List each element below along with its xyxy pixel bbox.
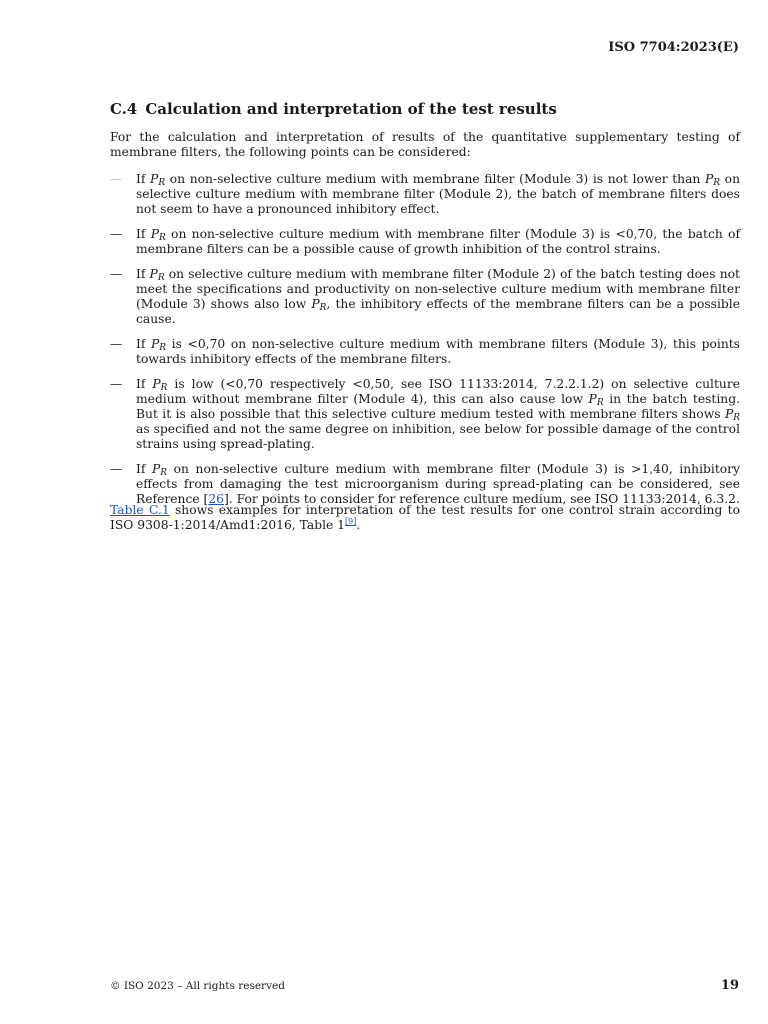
dash-marker: —	[110, 227, 123, 241]
closing-end: .	[356, 518, 361, 532]
pr-symbol-sub: R	[158, 233, 166, 243]
pr-symbol	[589, 392, 604, 406]
reference-link-9[interactable]: [9]	[345, 516, 357, 526]
list-item	[110, 267, 740, 327]
pr-symbol-sub: R	[157, 273, 165, 283]
item-text: If	[136, 227, 151, 241]
pr-symbol	[152, 462, 167, 476]
page-number: 19	[720, 978, 739, 993]
closing-text: shows examples for interpretation of the test results for one control strain according to ISO 9308-1:2014/Amd1:2016, Table 1	[110, 503, 740, 532]
pr-symbol-p: P	[588, 392, 597, 406]
pr-symbol-sub: R	[713, 178, 721, 188]
considerations-list	[110, 172, 740, 517]
item-text: on selective culture medium with membrane filter (Module 2), the batch of membrane filters does not seem to have a pronounced inhibitory effect.	[136, 172, 740, 216]
item-text: ]. For points to consider for reference culture medium, see ISO 11133:2014, 6.3.2.	[223, 492, 740, 506]
pr-symbol	[705, 172, 720, 186]
item-text: , the inhibitory effects of the membrane filters can be a possible cause.	[136, 297, 740, 326]
pr-symbol-p: P	[311, 297, 320, 311]
reference-number: 9	[348, 516, 354, 526]
pr-symbol-p: P	[724, 407, 734, 421]
list-item	[110, 227, 740, 257]
item-text: is low (<0,70 respectively <0,50, see ISO 11133:2014, 7.2.2.1.2) on selective culture medium without membrane filter (Module 4), this can also cause low	[136, 377, 740, 406]
pr-symbol-p: P	[152, 377, 161, 391]
pr-symbol-p: P	[152, 462, 161, 476]
item-text: If	[136, 172, 151, 186]
dash-marker: —	[110, 267, 123, 281]
pr-symbol	[311, 297, 326, 311]
closing-paragraph	[110, 503, 740, 533]
pr-symbol-sub: R	[160, 468, 168, 478]
item-text: If	[136, 462, 152, 476]
dash-marker: —	[110, 377, 123, 391]
item-text: on non-selective culture medium with membrane filter (Module 3) is not lower than	[165, 172, 705, 186]
section-title: Calculation and interpretation of the test results	[145, 100, 557, 118]
item-text: If	[136, 267, 150, 281]
pr-symbol-sub: R	[160, 383, 168, 393]
pr-symbol-sub: R	[596, 398, 604, 408]
dash-marker: —	[110, 172, 123, 186]
list-item	[110, 337, 740, 367]
pr-symbol	[725, 407, 740, 421]
section-heading	[110, 100, 740, 118]
list-item	[110, 377, 740, 452]
dash-marker: —	[110, 462, 123, 476]
reference-link-26[interactable]: 26	[208, 492, 224, 506]
list-item	[110, 462, 740, 507]
pr-symbol-sub: R	[158, 178, 166, 188]
pr-symbol-p: P	[150, 227, 159, 241]
dash-marker: —	[110, 337, 123, 351]
copyright-footer: © ISO 2023 – All rights reserved	[110, 980, 285, 992]
item-text: If	[136, 337, 152, 351]
pr-symbol-sub: R	[159, 343, 167, 353]
pr-symbol-sub: R	[319, 303, 327, 313]
document-id: ISO 7704:2023(E)	[608, 40, 739, 55]
item-text: on non-selective culture medium with membrane filter (Module 3) is >1,40, inhibitory effects from damaging the test microorganism during spread-plating can be considered, see Reference [	[136, 462, 740, 506]
item-text: on non-selective culture medium with membrane filter (Module 3) is <0,70, the batch of membrane filters can be a possible cause of growth inhibition of the control strains.	[136, 227, 741, 256]
pr-symbol-p: P	[704, 172, 714, 186]
intro-paragraph: For the calculation and interpretation of results of the quantitative supplementary testing of membrane filters, the following points can be considered:	[110, 130, 740, 159]
pr-symbol	[151, 227, 166, 241]
table-c1-link[interactable]: Table C.1	[110, 503, 170, 517]
pr-symbol-p: P	[150, 172, 159, 186]
pr-symbol	[151, 337, 166, 351]
item-text: in the batch testing. But it is also possible that this selective culture medium tested with membrane filters shows	[136, 392, 740, 421]
item-text: If	[136, 377, 153, 391]
section-number: C.4	[110, 100, 138, 118]
pr-symbol	[152, 377, 167, 391]
pr-symbol	[150, 267, 165, 281]
pr-symbol	[150, 172, 165, 186]
pr-symbol-p: P	[151, 337, 160, 351]
item-text: is <0,70 on non-selective culture medium with membrane filters (Module 3), this points towards inhibitory effects of the membrane filters.	[136, 337, 740, 366]
item-text: as specified and not the same degree on inhibition, see below for possible damage of the control strains using spread-plating.	[136, 422, 740, 451]
pr-symbol-sub: R	[733, 413, 740, 423]
list-item	[110, 172, 740, 217]
pr-symbol-p: P	[149, 267, 158, 281]
item-text: on selective culture medium with membrane filter (Module 2) of the batch testing does not meet the specifications and productivity on non-selective culture medium with membrane filter (Module 3) shows also low	[136, 267, 740, 311]
